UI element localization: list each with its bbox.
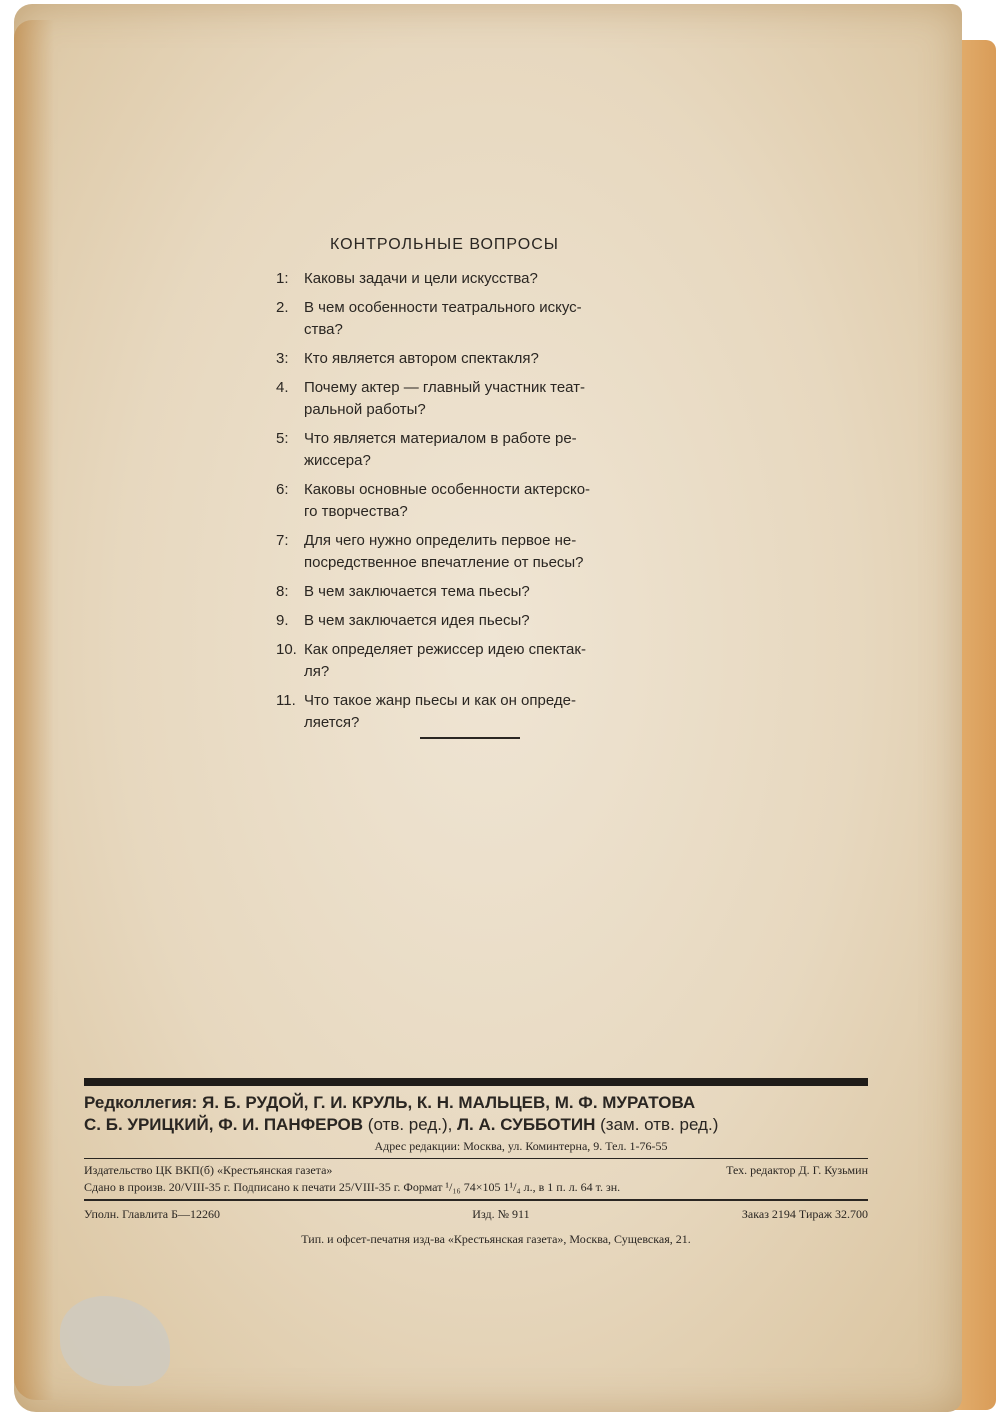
question-text: Для чего нужно определить первое не- <box>304 532 577 549</box>
section-divider <box>420 737 520 739</box>
question-text-continued: ля? <box>304 663 330 680</box>
question-number: 3: <box>276 350 289 367</box>
imprint-top-rule <box>84 1078 868 1086</box>
editorial-board-names: Л. А. СУББОТИН <box>457 1115 596 1134</box>
editorial-board-label: Редколлегия: <box>84 1093 198 1112</box>
question-number: 11. <box>276 692 296 709</box>
question-text: Почему актер — главный участник теат- <box>304 379 586 396</box>
question-item <box>276 479 666 523</box>
print-dates: Сдано в произв. 20/VIII-35 г. Подписано к печати 25/VIII-35 г. Формат ¹/₁₆ 74×105 1¹/₄ л., в 1 п. л. 64 т. зн. <box>84 1180 621 1194</box>
question-text-continued: жиссера? <box>304 452 371 469</box>
question-text: Что является материалом в работе ре- <box>304 430 577 447</box>
question-text-continued: ральной работы? <box>304 401 426 418</box>
question-text: Как определяет режиссер идею спектак- <box>304 641 586 658</box>
questions-list <box>276 268 666 741</box>
question-item <box>276 530 666 574</box>
order-and-print-run: Заказ 2194 Тираж 32.700 <box>741 1207 868 1221</box>
question-text: В чем заключается идея пьесы? <box>304 612 530 629</box>
question-number: 6: <box>276 481 289 498</box>
edition-number: Изд. № 911 <box>472 1207 530 1221</box>
question-item <box>276 610 666 632</box>
publisher: Издательство ЦК ВКП(б) «Крестьянская газета» <box>84 1163 333 1177</box>
question-text: В чем особенности театрального искус- <box>304 299 582 316</box>
print-details-row <box>84 1206 868 1223</box>
editorial-address: Адрес редакции: Москва, ул. Коминтерна, 9. Тел. 1-76-55 <box>374 1139 668 1153</box>
editorial-board-names: Я. Б. РУДОЙ, Г. И. КРУЛЬ, К. Н. МАЛЬЦЕВ, М. Ф. МУРАТОВА <box>202 1093 696 1112</box>
question-text: Каковы основные особенности актерско- <box>304 481 591 498</box>
question-text: Каковы задачи и цели искусства? <box>304 270 538 287</box>
printing-house: Тип. и офсет-печатня изд-ва «Крестьянская газета», Москва, Сущевская, 21. <box>301 1232 691 1246</box>
imprint-rule <box>84 1158 868 1159</box>
page-title: КОНТРОЛЬНЫЕ ВОПРОСЫ <box>330 236 559 253</box>
editorial-board-role: (зам. отв. ред.) <box>600 1115 719 1134</box>
editorial-board-line-1 <box>84 1092 868 1114</box>
imprint-rule <box>84 1199 868 1201</box>
question-text: Что такое жанр пьесы и как он опреде- <box>304 692 576 709</box>
imprint-block <box>84 1078 868 1248</box>
question-text: Кто является автором спектакля? <box>304 350 539 367</box>
question-text-continued: посредственное впечатление от пьесы? <box>304 554 584 571</box>
question-item <box>276 348 666 370</box>
question-item <box>276 639 666 683</box>
question-item <box>276 428 666 472</box>
question-number: 2. <box>276 299 289 316</box>
question-item <box>276 297 666 341</box>
question-text: В чем заключается тема пьесы? <box>304 583 530 600</box>
editorial-board-names: С. Б. УРИЦКИЙ, Ф. И. ПАНФЕРОВ <box>84 1115 364 1134</box>
question-number: 10. <box>276 641 297 658</box>
question-item <box>276 377 666 421</box>
question-text-continued: ляется? <box>304 714 360 731</box>
question-item <box>276 268 666 290</box>
editorial-board-role: (отв. ред.), <box>367 1115 453 1134</box>
question-number: 1: <box>276 270 289 287</box>
publisher-row <box>84 1162 868 1179</box>
question-item <box>276 690 666 734</box>
question-text-continued: ства? <box>304 321 343 338</box>
glavlit-number: Уполн. Главлита Б—12260 <box>84 1207 220 1221</box>
tech-editor: Тех. редактор Д. Г. Кузьмин <box>726 1163 868 1177</box>
question-text-continued: го творчества? <box>304 503 408 520</box>
question-number: 9. <box>276 612 289 629</box>
question-number: 7: <box>276 532 289 549</box>
editorial-board-line-2 <box>84 1114 868 1136</box>
question-number: 4. <box>276 379 289 396</box>
question-item <box>276 581 666 603</box>
question-number: 8: <box>276 583 289 600</box>
question-number: 5: <box>276 430 289 447</box>
